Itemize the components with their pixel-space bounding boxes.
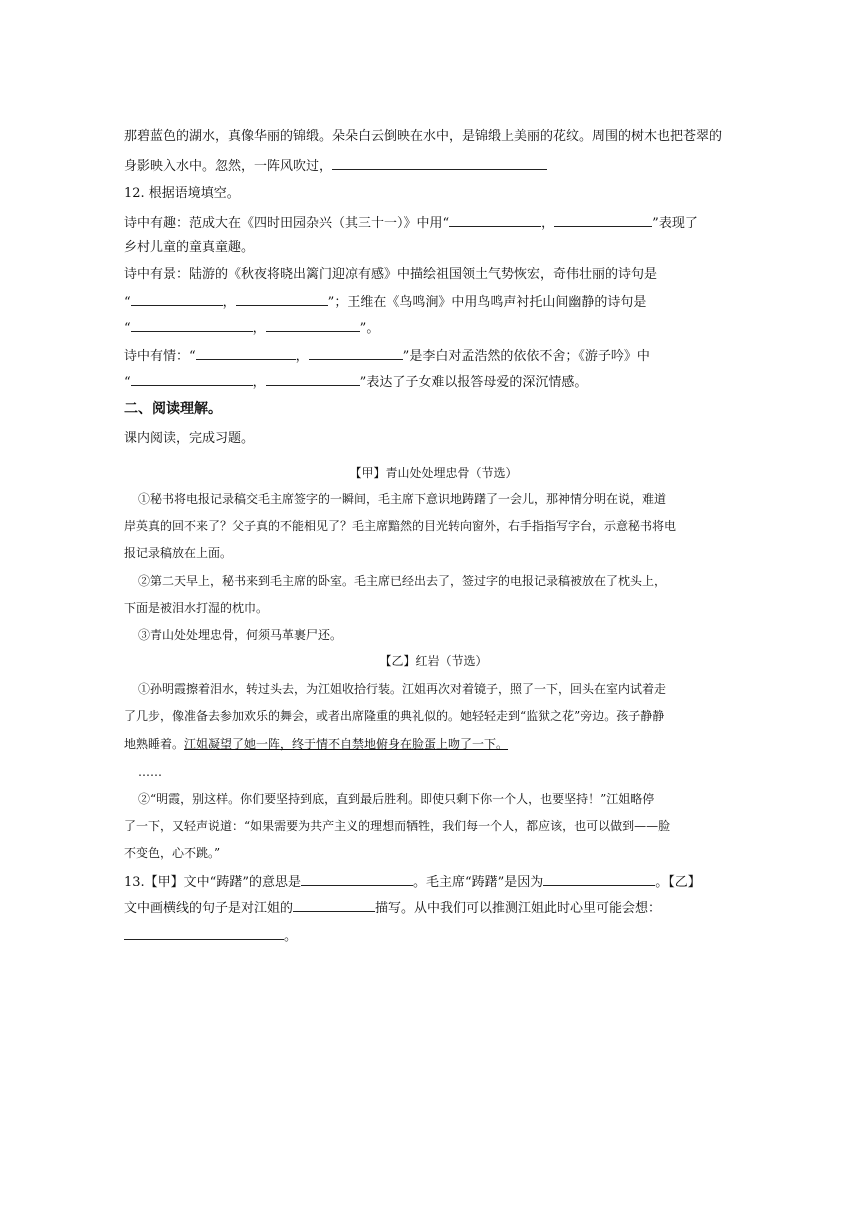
passage-jia-p1-line-2: 岸英真的回不来了？父子真的不能相见了？毛主席黯然的目光转向窗外，右手指指写字台，示意秘书将电 [124,519,677,533]
q13-line-2: 文中画横线的句子是对江姐的 描写。从中我们可以推测江姐此时心里可能会想： [124,898,661,918]
q12-feeling-line-2: “ ， ”表达了子女难以报答母爱的深沉情感。 [124,372,587,392]
answer-blank[interactable] [332,156,547,170]
passage-yi-p1-line-3: 地熟睡着。江姐凝望了她一阵，终于情不自禁地俯身在脸蛋上吻了一下。 [124,737,509,751]
passage-jia-p1-line-1: ①秘书将电报记录稿交毛主席签字的一瞬间，毛主席下意识地踌躇了一会儿，那神情分明在说，难道 [138,492,667,506]
answer-blank[interactable] [543,872,655,886]
answer-blank[interactable] [449,213,541,227]
passage-jia-title: 【甲】青山处处埋忠骨（节选） [349,466,518,480]
q12-scene-line-3: “ ， ”。 [124,318,379,338]
q11-passage-line-2: 身影映入水中。忽然，一阵风吹过， [124,156,547,176]
q12-feeling-line-1: 诗中有情：“ ， ”是李白对孟浩然的依依不舍；《游子吟》中 [124,346,650,366]
passage-yi-title: 【乙】红岩（节选） [379,654,488,668]
passage-jia-p2-line-2: 下面是被泪水打湿的枕巾。 [124,601,269,615]
passage-yi-ellipsis: …… [138,765,162,779]
q13-line-1: 13.【甲】文中“踌躇”的意思是 。毛主席“踌躇”是因为 。【乙】 [124,872,701,892]
answer-blank[interactable] [301,872,413,886]
answer-blank[interactable] [309,346,403,360]
underlined-sentence: 江姐凝望了她一阵，终于情不自禁地俯身在脸蛋上吻了一下。 [184,737,509,751]
answer-blank[interactable] [554,213,652,227]
q13-line-3: 。 [124,926,297,946]
answer-blank[interactable] [124,926,284,940]
passage-yi-p2-line-3: 不变色，心不跳。” [124,846,221,860]
answer-blank[interactable] [266,318,360,332]
passage-jia-p3: ③青山处处埋忠骨，何须马革裹尸还。 [138,628,343,642]
section-heading: 二、阅读理解。 [124,401,222,417]
answer-blank[interactable] [131,318,253,332]
q12-scene-line-1: 诗中有景：陆游的《秋夜将晓出篱门迎凉有感》中描绘祖国领土气势恢宏，奇伟壮丽的诗句是 [124,267,658,282]
answer-blank[interactable] [196,346,296,360]
answer-blank[interactable] [236,292,328,306]
passage-jia-p1-line-3: 报记录稿放在上面。 [124,546,233,560]
passage-yi-p1-line-1: ①孙明霞擦着泪水，转过头去，为江姐收拾行装。江姐再次对着镜子，照了一下，回头在室内试着走 [138,682,667,696]
passage-yi-p2-line-1: ②“明霞，别这样。你们要坚持到底，直到最后胜利。即使只剩下你一个人，也要坚持！”江姐略停 [138,792,655,806]
passage-yi-p2-line-2: 了一下，又轻声说道：“如果需要为共产主义的理想而牺牲，我们每一个人，都应该，也可以做到——脸 [124,819,671,833]
answer-blank[interactable] [293,898,375,912]
q12-scene-line-2: “ ， ”；王维在《鸟鸣涧》中用鸟鸣声衬托山间幽静的诗句是 [124,292,646,312]
passage-yi-p1-line-2: 了几步，像准备去参加欢乐的舞会，或者出席隆重的典礼似的。她轻轻走到“监狱之花”旁边。孩子静静 [124,709,665,723]
section-intro: 课内阅读，完成习题。 [124,431,255,446]
passage-jia-p2-line-1: ②第二天早上，秘书来到毛主席的卧室。毛主席已经出去了，签过字的电报记录稿被放在了枕头上， [138,574,667,588]
answer-blank[interactable] [131,372,253,386]
q11-passage-line-1: 那碧蓝色的湖水，真像华丽的锦缎。朵朵白云倒映在水中，是锦缎上美丽的花纹。周围的树木也把苍翠的 [124,129,723,144]
q12-heading: 12. 根据语境填空。 [124,186,240,201]
q12-fun-line-1: 诗中有趣：范成大在《四时田园杂兴（其三十一）》中用“ ， ”表现了 [124,213,698,233]
q12-fun-line-2: 乡村儿童的童真童趣。 [124,240,255,255]
answer-blank[interactable] [131,292,223,306]
answer-blank[interactable] [266,372,360,386]
